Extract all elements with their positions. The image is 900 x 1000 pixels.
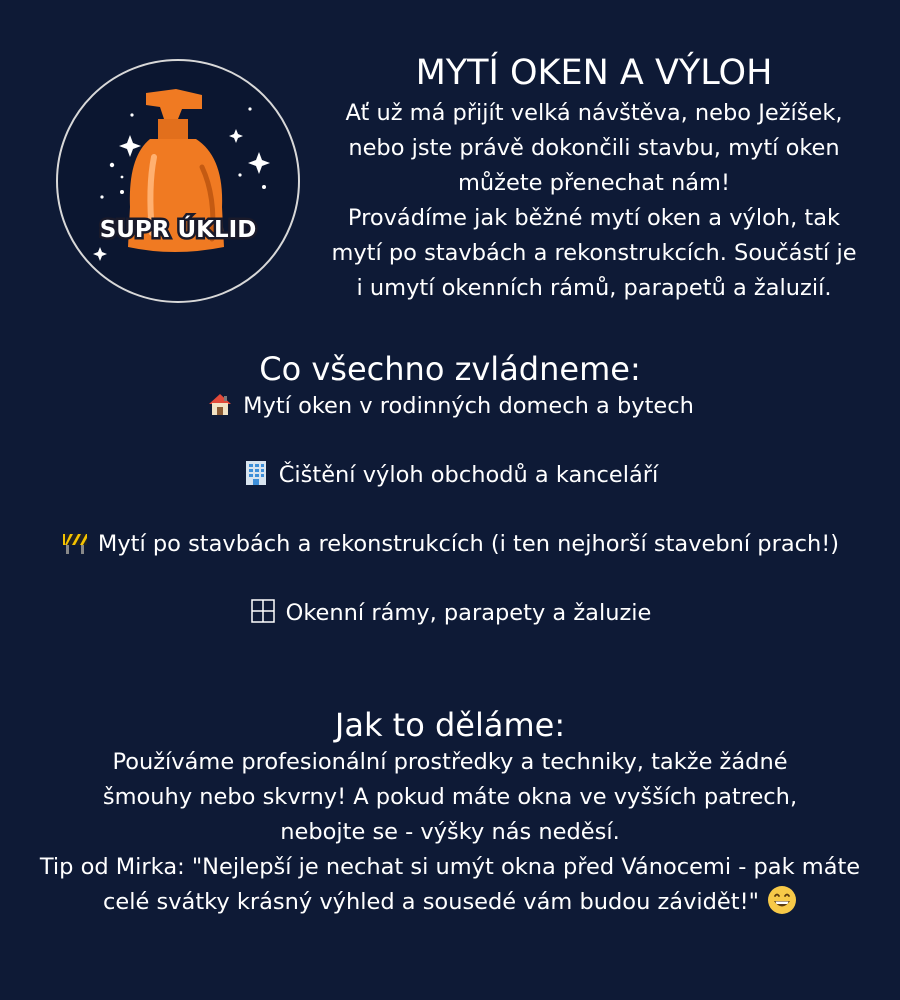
supr-uklid-logo xyxy=(54,57,302,305)
intro-line: i umytí okenních rámů, parapetů a žaluzií. xyxy=(356,275,832,301)
service-text: Mytí oken v rodinných domech a bytech xyxy=(243,393,694,419)
services-heading: Co všechno zvládneme: xyxy=(259,350,641,388)
services-section xyxy=(0,349,900,665)
intro-line: Provádíme jak běžné mytí oken a výloh, tak xyxy=(347,205,841,231)
service-text: Okenní rámy, parapety a žaluzie xyxy=(285,600,652,626)
howto-paragraph: Používáme profesionální prostředky a techniky, takže žádné šmouhy nebo skvrny! A pokud máte okna ve vyšších patrech, nebojte se - výšky nás neděsí. xyxy=(102,749,798,845)
list-item xyxy=(0,596,900,631)
intro-line: mytí po stavbách a rekonstrukcích. Součástí je xyxy=(331,240,857,266)
construction-barrier-icon xyxy=(61,528,89,556)
service-text: Čištění výloh obchodů a kanceláří xyxy=(278,462,659,488)
tip-paragraph xyxy=(30,850,870,920)
intro-line: můžete přenechat nám! xyxy=(457,170,730,196)
howto-section xyxy=(0,705,900,920)
howto-heading: Jak to děláme: xyxy=(334,706,566,744)
house-icon xyxy=(206,390,234,418)
intro-line: Ať už má přijít velká návštěva, nebo Ježíšek, xyxy=(345,100,843,126)
services-list xyxy=(0,389,900,631)
grinning-face-icon xyxy=(767,885,797,915)
page-title: MYTÍ OKEN A VÝLOH xyxy=(415,53,773,93)
intro-text xyxy=(310,96,878,306)
list-item xyxy=(0,458,900,493)
service-text: Mytí po stavbách a rekonstrukcích (i ten nejhorší stavební prach!) xyxy=(97,531,840,557)
window-icon xyxy=(249,597,277,625)
tip-text: Tip od Mirka: "Nejlepší je nechat si umýt okna před Vánocemi - pak máte celé svátky krásný výhled a sousedé vám budou závidět!" xyxy=(39,854,861,915)
intro-line: nebo jste právě dokončili stavbu, mytí oken xyxy=(348,135,840,161)
list-item xyxy=(0,389,900,424)
office-building-icon xyxy=(242,459,270,487)
header xyxy=(310,50,878,306)
list-item xyxy=(50,527,850,562)
logo-text: SUPR ÚKLID xyxy=(99,217,257,243)
